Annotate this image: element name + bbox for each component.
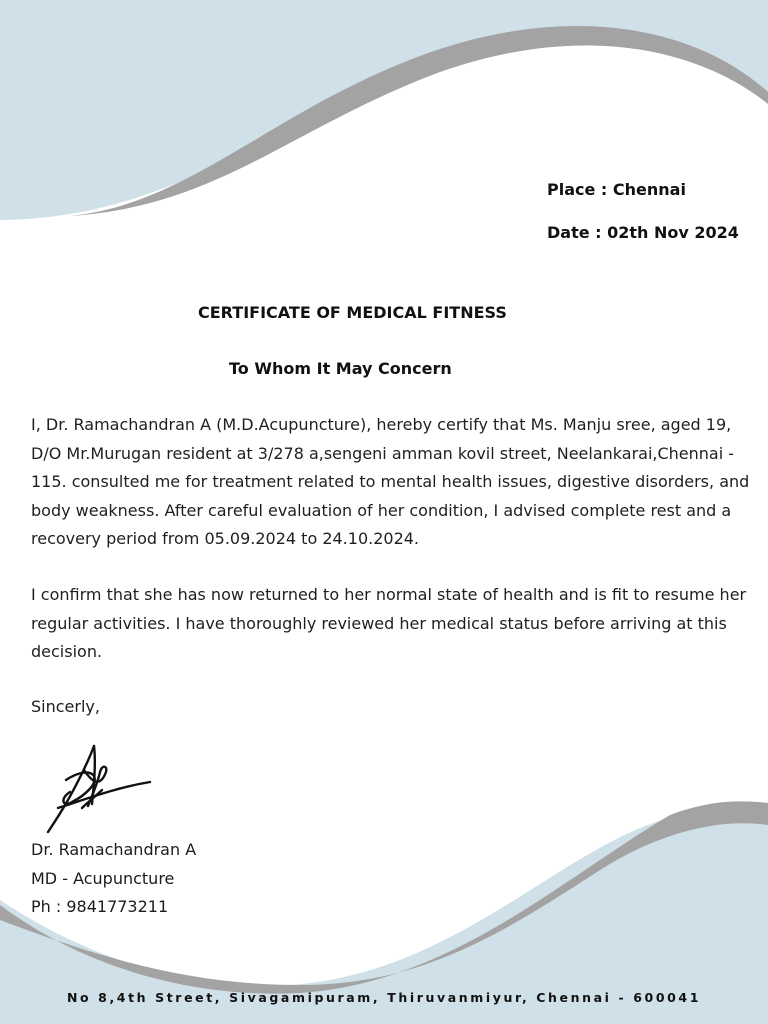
body-paragraph-2: I confirm that she has now returned to her normal state of health and is fit to resume her regular activities. I have thoroughly reviewed her medical status before arriving at this decision. xyxy=(31,585,747,661)
place-label: Place : Chennai xyxy=(547,180,686,199)
signatory-qualification: MD - Acupuncture xyxy=(31,868,175,888)
signatory-name: Dr. Ramachandran A xyxy=(31,840,197,859)
salutation: To Whom It May Concern xyxy=(229,359,452,378)
handwritten-signature xyxy=(44,742,156,834)
body-paragraph-1: I, Dr. Ramachandran A (M.D.Acupuncture), hereby certify that Ms. Manju sree, aged 19, D/O Mr.Murugan resident at 3/278 a,sengeni amman kovil street, Neelankarai,Chennai - 115. consulted me for treatment related to mental health issues, digestive disorders, and body weakness. After careful evaluation of her condition, I advised complete rest and a recovery period from 05.09.2024 to 24.10.2024. xyxy=(31,415,750,548)
signatory-phone: Ph : 9841773211 xyxy=(31,897,169,916)
signatory-block xyxy=(31,836,196,922)
footer-address: No 8,4th Street, Sivagamipuram, Thiruvanmiyur, Chennai - 600041 xyxy=(66,990,702,1005)
date-label: Date : 02th Nov 2024 xyxy=(547,223,739,242)
certificate-title: CERTIFICATE OF MEDICAL FITNESS xyxy=(198,303,507,322)
closing-text: Sincerly, xyxy=(31,697,100,716)
